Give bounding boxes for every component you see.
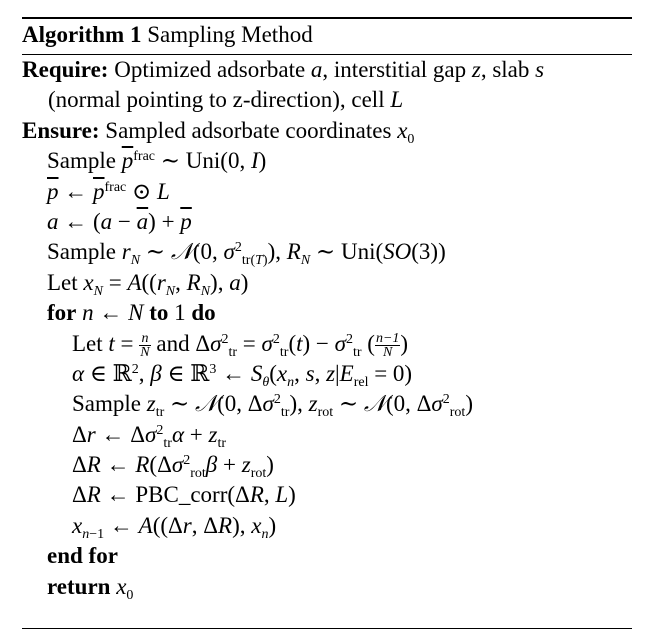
step-pbar: $\overline{p}$ ← $\overline{p}^{frac}$ ⊙ L [47,178,170,204]
step-a-update: a ← $(a - \overline{a}) + \overline{p}$ [47,208,192,234]
uni-label: Uni [185,148,221,174]
tr-sub-3: tr [279,344,289,360]
kw-let: Let [47,269,78,295]
require-keyword: Require: [22,57,109,82]
rot-sub-1: rot [317,405,334,421]
require-text-1: Optimized adsorbate [114,57,306,82]
require-text-4: (normal pointing to z-direction), cell [48,87,385,113]
step-delta-R: ΔR ← $R(\Delta\sigma^2_{rot}\beta + z_{rot})$ [72,452,274,482]
kw-sample-3: Sample [72,391,141,417]
kw-sample-2: Sample [47,239,116,265]
frac-nminus1-over-N [375,332,400,359]
so3-label: SO [383,239,412,265]
tr-sub-5: tr [155,405,165,421]
end-for-line [22,541,632,571]
step-alpha-beta: α ∈ ℝ$^2$, β ∈ ℝ$^3$ ← $S_\theta(x_n$, s, $z|E_{rel} = 0$) [72,360,413,390]
algorithm-title: Sampling Method [147,22,313,47]
kw-to: to [149,300,169,326]
algorithm-block [22,17,632,602]
math-s: s [535,57,545,82]
step-let-t: Let t = $\frac{n}{N}$ and $\Delta\sigma^2_{tr} = \sigma^2_{tr}(t) - \sigma^2_{tr}$ ( $\frac{n-1}{N}$ ) [72,330,409,360]
frac-sup: frac [133,149,156,165]
for-loop-header: for n ← N to 1 do [47,300,216,326]
tr-sub-6: tr [280,405,290,421]
require-line-2 [22,85,632,115]
tr-sub-7: tr [163,435,172,451]
frac-n-over-N: $\frac{n}{N}$ [140,330,150,360]
step-x-update: $x_{n-1}$ ← A((Δr, ΔR), $x_n$) [72,512,277,542]
step-pbc: ΔR ← PBC_corr(ΔR, L) [72,482,296,508]
kw-return: return [47,573,111,599]
return-line: return $x_0$ [47,573,134,603]
step-sample-pfrac: Sample $\overline{p}^{frac}$ ∼ Uni(0, I) [47,148,267,174]
math-x0: $x_0$ [397,117,415,147]
tr-sub-1: tr [241,253,251,269]
step-delta-r: Δr ← $\Delta\sigma^2_{tr}\alpha + z_{tr}$ [72,421,227,451]
frac-num: n−1 [375,330,400,346]
algorithm-label: Algorithm 1 [22,22,142,47]
require-line [22,55,632,85]
kw-for: for [47,300,77,326]
tr-sub-4: tr [352,344,362,360]
kw-end-for: end for [47,543,118,569]
rel-sub: rel [353,374,369,390]
uni-label-2: Uni [340,239,376,265]
kw-and: and [156,330,190,356]
bottom-rule [22,628,632,629]
frac-sup-2: frac [104,179,127,195]
kw-let-2: Let [72,330,103,356]
rot-sub-2: rot [449,405,466,421]
pbc-label: PBC_corr [135,482,228,508]
kw-sample: Sample [47,148,116,174]
step-sample-rN: Sample $r_N$ ∼ 𝒩(0, $\sigma^2_{tr(T)}$), $R_N$ ∼ Uni(SO(3)) [47,239,446,269]
math-z: z [471,57,481,82]
math-a: a [310,57,323,82]
tr-sub-2: tr [228,344,238,360]
algorithm-header [22,19,632,50]
ensure-text: Sampled adsorbate coordinates [105,117,392,143]
rot-sub-3: rot [190,466,206,482]
kw-do: do [191,300,216,326]
step-sample-z: Sample $z_{tr}$ ∼ 𝒩(0, $\Delta\sigma^2_{tr}$), $z_{rot}$ ∼ 𝒩(0, $\Delta\sigma^2_{rot}$) [72,391,473,421]
tr-sub-8: tr [217,435,227,451]
frac-den: N [383,344,393,360]
ensure-line [22,116,632,146]
rot-sub-4: rot [250,466,267,482]
require-text-3: , slab [480,57,530,82]
require-text-2: , interstitial gap [322,57,467,82]
math-L: L [390,87,404,113]
step-let-xN: Let $x_N = A((r_N$, $R_N$), a) [47,269,249,299]
ensure-keyword: Ensure: [22,117,100,143]
